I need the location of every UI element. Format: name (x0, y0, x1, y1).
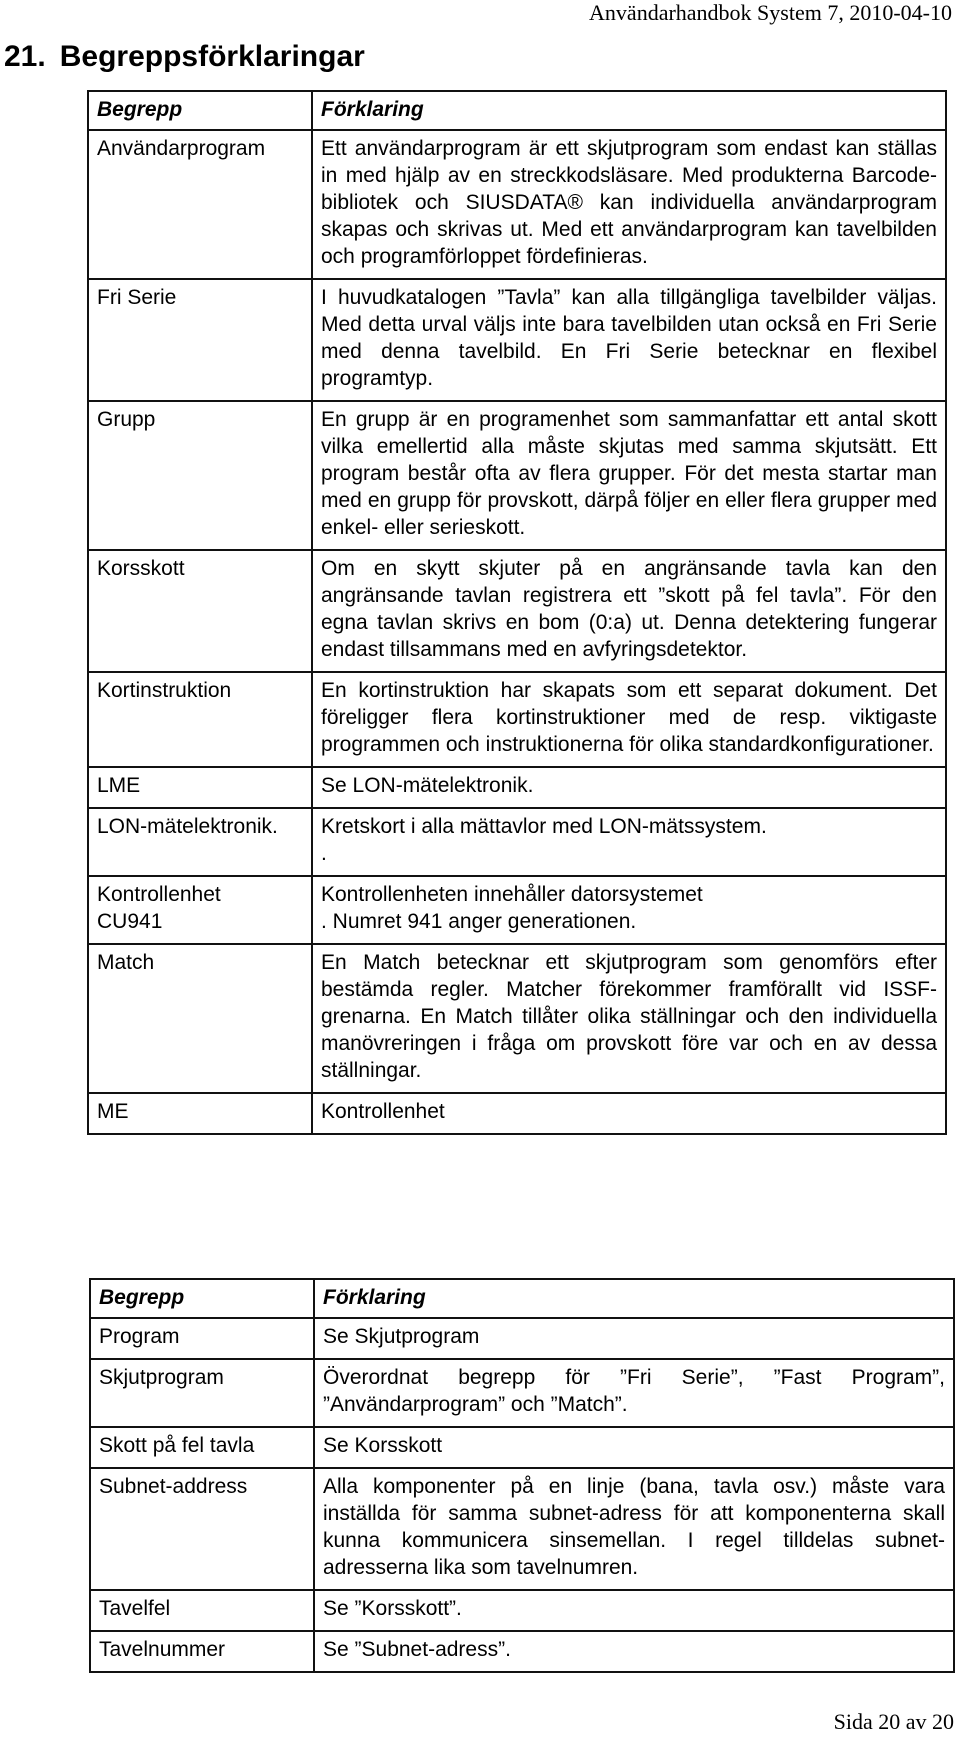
term-cell: Skott på fel tavla (90, 1427, 314, 1468)
explanation-cell: En grupp är en programenhet som sammanfattar ett antal skott vilka emellertid alla måste skjutas med samma skjutsätt. Ett program består ofta av flera grupper. För det mesta startar man med en grupp för provskott, därpå följer en eller flera grupper med enkel- eller serieskott. (312, 401, 946, 550)
table-row (88, 130, 946, 279)
term-cell: Kontrollenhet CU941 (88, 876, 312, 944)
term-cell: Grupp (88, 401, 312, 550)
table-row (88, 672, 946, 767)
explanation-cell: I huvudkatalogen ”Tavla” kan alla tillgängliga tavelbilder väljas. Med detta urval väljs inte bara tavelbilden utan också en Fri Serie med denna tavelbild. En Fri Serie betecknar en flexibel programtyp. (312, 279, 946, 401)
page-footer: Sida 20 av 20 (833, 1709, 954, 1734)
term-cell: Korsskott (88, 550, 312, 672)
table-row (90, 1631, 954, 1672)
explanation-cell: Se LON-mätelektronik. (312, 767, 946, 808)
term-cell: LON-mätelektronik. (88, 808, 312, 876)
explanation-cell: Kontrollenheten innehåller datorsystemet . Numret 941 anger generationen. (312, 876, 946, 944)
table-row (90, 1468, 954, 1590)
table-row (90, 1590, 954, 1631)
explanation-cell: Se ”Korsskott”. (314, 1590, 954, 1631)
glossary-body-2 (90, 1318, 954, 1672)
column-header-explanation: Förklaring (312, 91, 946, 130)
term-cell: Fri Serie (88, 279, 312, 401)
section-heading (4, 40, 365, 74)
explanation-cell: Kontrollenhet (312, 1093, 946, 1134)
column-header-term: Begrepp (88, 91, 312, 130)
table-row (90, 1359, 954, 1427)
table-row (88, 944, 946, 1093)
table-row (88, 876, 946, 944)
term-cell: ME (88, 1093, 312, 1134)
explanation-cell: Ett användarprogram är ett skjutprogram som endast kan ställas in med hjälp av en streckkodsläsare. Med produkterna Barcode-bibliotek och SIUSDATA® kan individuella användarprogram skapas och skrivas ut. Med ett användarprogram kan tavelbilden och programförloppet fördefinieras. (312, 130, 946, 279)
explanation-cell: Överordnat begrepp för ”Fri Serie”, ”Fast Program”, ”Användarprogram” och ”Match”. (314, 1359, 954, 1427)
column-header-explanation: Förklaring (314, 1279, 954, 1318)
term-cell: Kortinstruktion (88, 672, 312, 767)
section-title: Begreppsförklaringar (59, 40, 365, 73)
table-row (88, 1093, 946, 1134)
term-cell: Tavelfel (90, 1590, 314, 1631)
table-row (88, 550, 946, 672)
term-cell: Subnet-address (90, 1468, 314, 1590)
explanation-cell: Se ”Subnet-adress”. (314, 1631, 954, 1672)
term-cell: Användarprogram (88, 130, 312, 279)
explanation-cell: Kretskort i alla mättavlor med LON-mätssystem. . (312, 808, 946, 876)
table-row (88, 279, 946, 401)
explanation-cell: En Match betecknar ett skjutprogram som genomförs efter bestämda regler. Matcher förekommer framförallt vid ISSF-grenarna. En Match tillåter olika ställningar och den individuella manövreringen i fråga om provskott före var och en av dessa ställningar. (312, 944, 946, 1093)
table-header-row (90, 1279, 954, 1318)
term-cell: LME (88, 767, 312, 808)
column-header-term: Begrepp (90, 1279, 314, 1318)
term-cell: Match (88, 944, 312, 1093)
table-row (88, 808, 946, 876)
term-cell: Tavelnummer (90, 1631, 314, 1672)
term-cell: Skjutprogram (90, 1359, 314, 1427)
explanation-cell: Alla komponenter på en linje (bana, tavla osv.) måste vara inställda för samma subnet-adress för att komponenterna skall kunna kommunicera sinsemellan. I regel tilldelas subnet-adresserna lika som tavelnumren. (314, 1468, 954, 1590)
term-cell: Program (90, 1318, 314, 1359)
glossary-body-1 (88, 130, 946, 1134)
page-header: Användarhandbok System 7, 2010-04-10 (589, 0, 952, 25)
table-row (88, 401, 946, 550)
table-row (90, 1427, 954, 1468)
explanation-cell: Se Korsskott (314, 1427, 954, 1468)
table-row (90, 1318, 954, 1359)
glossary-table-1 (87, 90, 947, 1135)
explanation-cell: Om en skytt skjuter på en angränsande tavla kan den angränsande tavlan registrera ett ”skott på fel tavla”. För den egna tavlan skrivs en bom (0:a) ut. Denna detektering fungerar endast tillsammans med en avfyringsdetektor. (312, 550, 946, 672)
table-header-row (88, 91, 946, 130)
section-number: 21. (4, 40, 46, 73)
explanation-cell: En kortinstruktion har skapats som ett separat dokument. Det föreligger flera kortinstruktioner med de resp. viktigaste programmen och instruktionerna för olika standardkonfigurationer. (312, 672, 946, 767)
glossary-table-2 (89, 1278, 955, 1673)
table-row (88, 767, 946, 808)
explanation-cell: Se Skjutprogram (314, 1318, 954, 1359)
